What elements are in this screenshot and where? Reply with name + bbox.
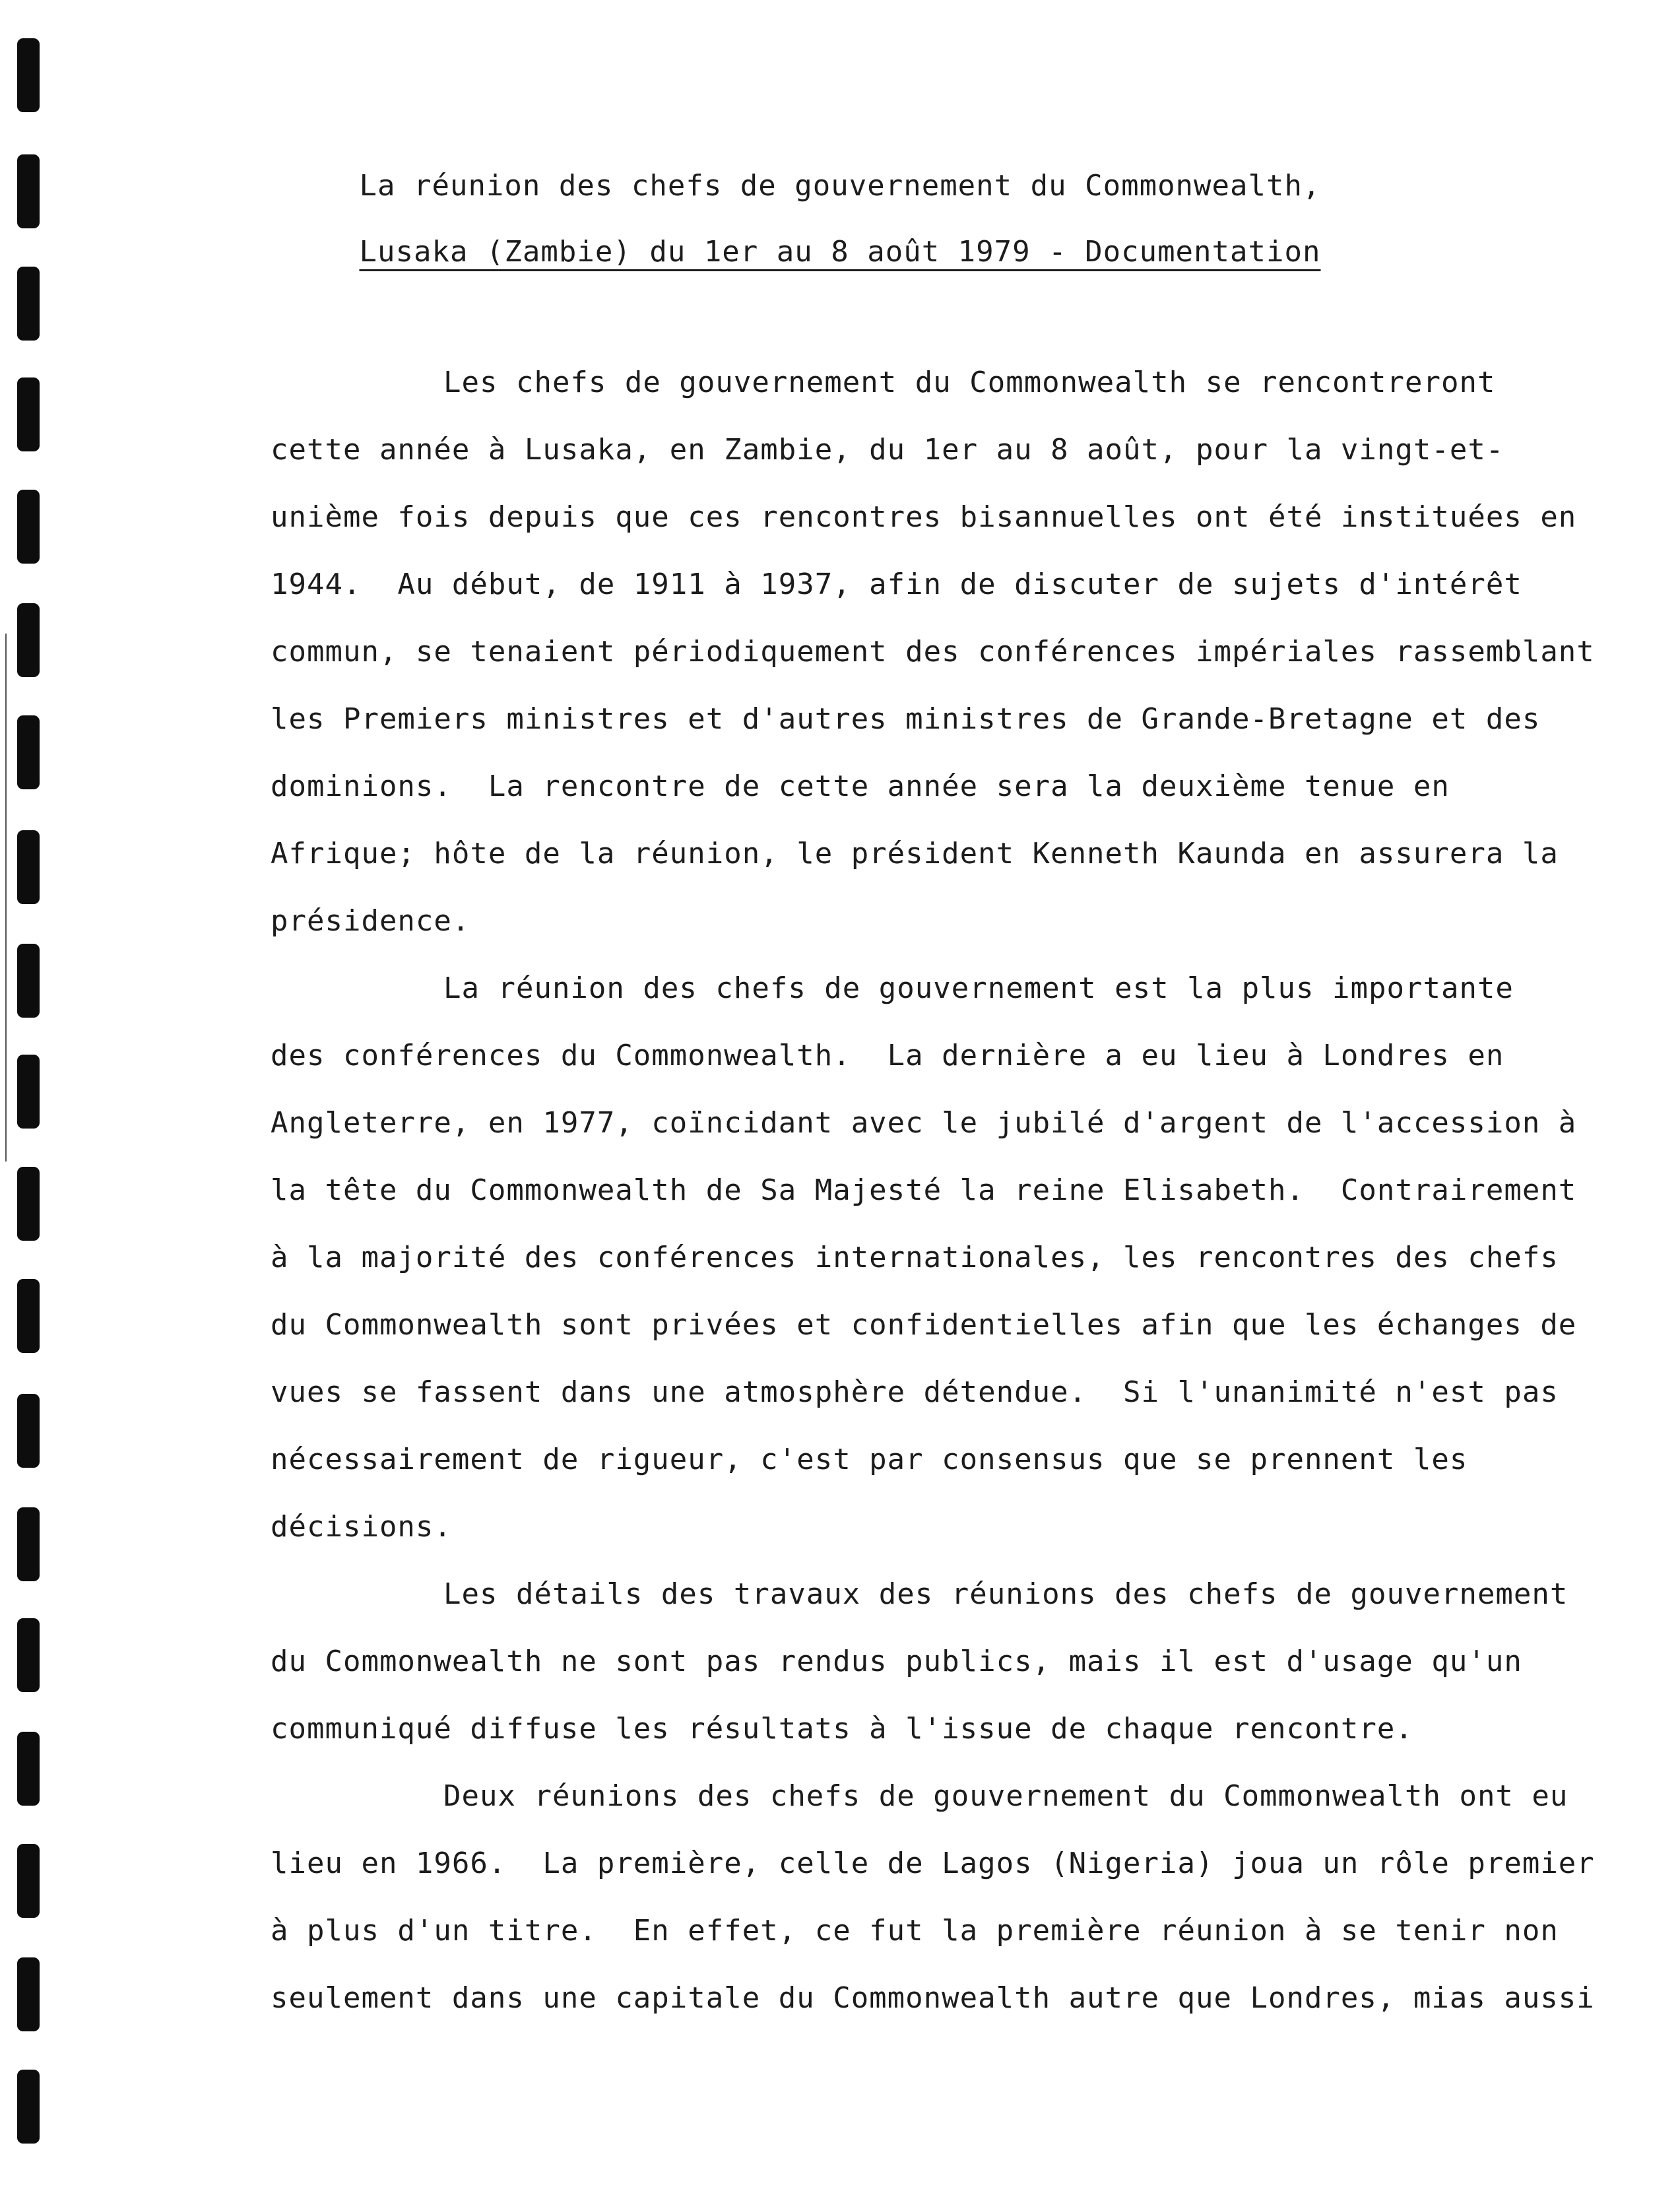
text-line: du Commonwealth sont privées et confidentielles afin que les échanges de — [271, 1308, 1577, 1342]
margin-rule — [5, 634, 7, 1162]
punch-hole — [17, 1732, 40, 1806]
punch-hole — [17, 830, 40, 904]
text-line: du Commonwealth ne sont pas rendus publics, mais il est d'usage qu'un — [271, 1645, 1522, 1678]
text-line: à la majorité des conférences internationales, les rencontres des chefs — [271, 1241, 1559, 1274]
text-line: nécessairement de rigueur, c'est par consensus que se prennent les — [271, 1443, 1468, 1476]
text-line: unième fois depuis que ces rencontres bisannuelles ont été instituées en — [271, 500, 1577, 534]
punch-hole — [17, 1394, 40, 1468]
punch-hole — [17, 2070, 40, 2144]
text-line: à plus d'un titre. En effet, ce fut la première réunion à se tenir non — [271, 1914, 1559, 1948]
punch-hole — [17, 1618, 40, 1692]
text-line: seulement dans une capitale du Commonwealth autre que Londres, mias aussi — [271, 1981, 1595, 2015]
text-line: présidence. — [271, 904, 470, 938]
punch-hole — [17, 1957, 40, 2031]
punch-hole — [17, 1844, 40, 1918]
punch-hole — [17, 944, 40, 1018]
punch-hole — [17, 377, 40, 451]
text-line: vues se fassent dans une atmosphère détendue. Si l'unanimité n'est pas — [271, 1375, 1559, 1409]
punch-hole — [17, 490, 40, 564]
text-line: dominions. La rencontre de cette année sera la deuxième tenue en — [271, 770, 1450, 803]
text-line: 1944. Au début, de 1911 à 1937, afin de discuter de sujets d'intérêt — [271, 568, 1522, 601]
punch-hole — [17, 1279, 40, 1353]
text-line: Deux réunions des chefs de gouvernement du Commonwealth ont eu — [443, 1779, 1568, 1813]
punch-hole — [17, 267, 40, 341]
punch-hole — [17, 1167, 40, 1241]
text-line: lieu en 1966. La première, celle de Lagos (Nigeria) joua un rôle premier — [271, 1847, 1595, 1880]
text-line: Afrique; hôte de la réunion, le président Kenneth Kaunda en assurera la — [271, 837, 1559, 870]
text-line: décisions. — [271, 1510, 452, 1544]
punch-hole — [17, 715, 40, 789]
text-line: Les chefs de gouvernement du Commonwealth se rencontreront — [443, 366, 1496, 399]
text-line: Les détails des travaux des réunions des chefs de gouvernement — [443, 1577, 1568, 1611]
document-subtitle — [0, 235, 1680, 269]
punch-hole — [17, 1055, 40, 1129]
binder-punch-strip — [0, 0, 73, 2197]
text-line: commun, se tenaient périodiquement des conférences impériales rassemblant — [271, 635, 1595, 669]
punch-hole — [17, 38, 40, 112]
text-line: cette année à Lusaka, en Zambie, du 1er au 8 août, pour la vingt-et- — [271, 433, 1504, 467]
document-title: La réunion des chefs de gouvernement du Commonwealth, — [359, 169, 1321, 203]
text-line: Angleterre, en 1977, coïncidant avec le jubilé d'argent de l'accession à — [271, 1106, 1577, 1140]
text-line: la tête du Commonwealth de Sa Majesté la reine Elisabeth. Contrairement — [271, 1173, 1577, 1207]
text-line: La réunion des chefs de gouvernement est la plus importante — [443, 971, 1514, 1005]
text-line: communiqué diffuse les résultats à l'issue de chaque rencontre. — [271, 1712, 1413, 1746]
punch-hole — [17, 1507, 40, 1581]
text-line: les Premiers ministres et d'autres ministres de Grande-Bretagne et des — [271, 702, 1541, 736]
text-line: des conférences du Commonwealth. La dernière a eu lieu à Londres en — [271, 1039, 1504, 1072]
punch-hole — [17, 603, 40, 677]
document-subtitle-text: Lusaka (Zambie) du 1er au 8 août 1979 - Documentation — [359, 235, 1321, 269]
